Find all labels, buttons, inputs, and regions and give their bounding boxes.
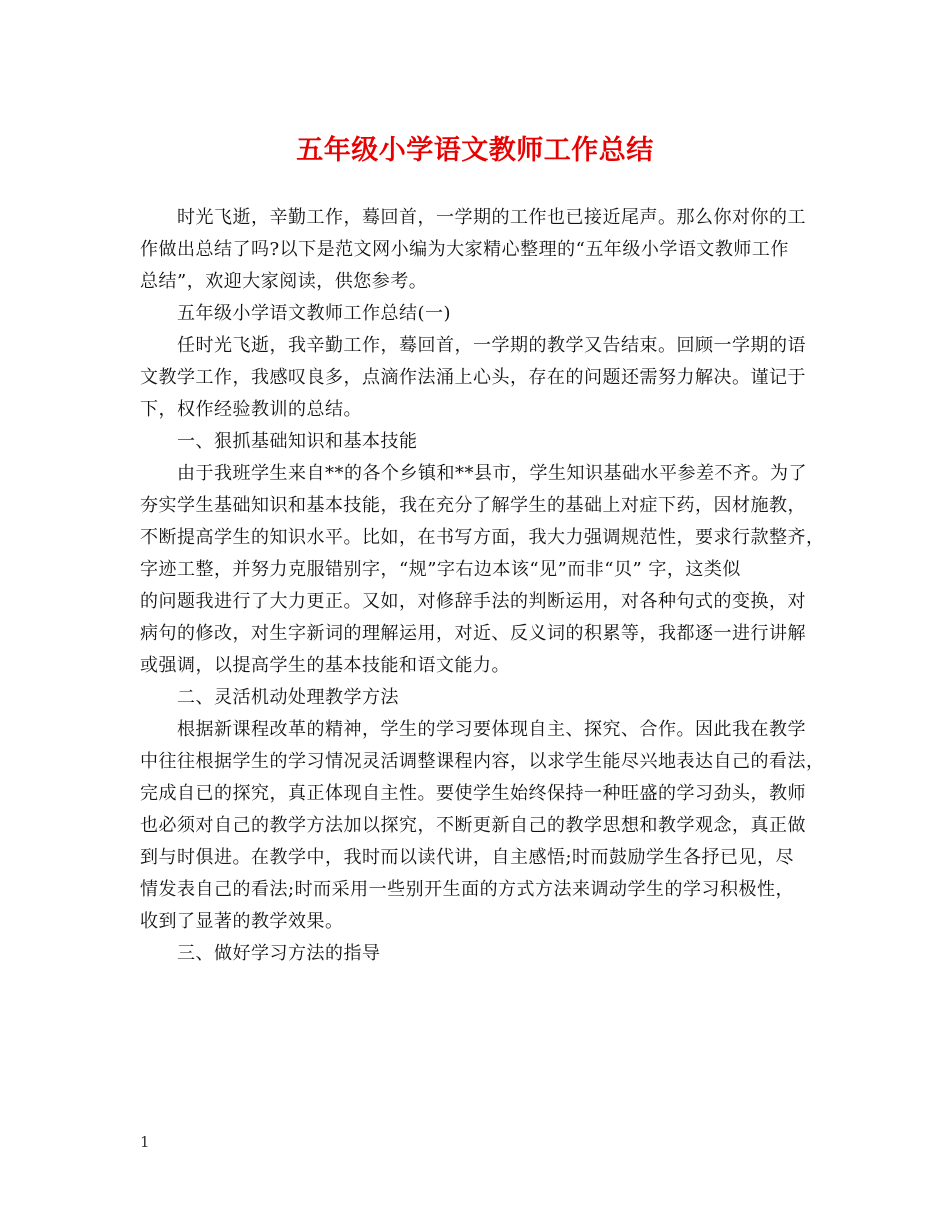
text-line: 作做出总结了吗?以下是范文网小编为大家精心整理的“五年级小学语文教师工作 — [140, 239, 789, 260]
text-line: 中往往根据学生的学习情况灵活调整课程内容，以求学生能尽兴地表达自己的看法， — [140, 751, 825, 772]
text-line: 也必须对自己的教学方法加以探究，不断更新自己的教学思想和教学观念，真正做 — [140, 815, 806, 836]
text-line: 根据新课程改革的精神，学生的学习要体现自主、探究、合作。因此我在教学 — [177, 719, 806, 740]
document-title: 五年级小学语文教师工作总结 — [296, 135, 654, 166]
text-line: 时光飞逝，辛勤工作，蓦回首，一学期的工作也已接近尾声。那么你对你的工 — [177, 207, 806, 228]
text-line: 一、狠抓基础知识和基本技能 — [177, 431, 418, 452]
text-line: 或强调，以提高学生的基本技能和语文能力。 — [140, 655, 510, 676]
text-line: 不断提高学生的知识水平。比如，在书写方面，我大力强调规范性，要求行款整齐， — [140, 527, 825, 548]
text-line: 五年级小学语文教师工作总结(一) — [177, 303, 452, 324]
text-line: 情发表自己的看法;时而采用一些别开生面的方式方法来调动学生的学习积极性， — [140, 879, 795, 900]
text-line: 字迹工整，并努力克服错别字，“规”字右边本该“见”而非“贝” 字，这类似 — [140, 559, 741, 580]
text-line: 完成自已的探究，真正体现自主性。要使学生始终保持一种旺盛的学习劲头，教师 — [140, 783, 806, 804]
text-line: 收到了显著的教学效果。 — [140, 911, 344, 932]
text-line: 三、做好学习方法的指导 — [177, 943, 381, 964]
document-body — [140, 202, 825, 970]
text-line: 到与时俱进。在教学中，我时而以读代讲，自主感悟;时而鼓励学生各抒已见，尽 — [140, 847, 795, 868]
text-line: 病句的修改，对生字新词的理解运用，对近、反义词的积累等，我都逐一进行讲解 — [140, 623, 806, 644]
text-line: 夯实学生基础知识和基本技能，我在充分了解学生的基础上对症下药，因材施教， — [140, 495, 806, 516]
page-number: 1 — [140, 1133, 150, 1151]
text-line: 的问题我进行了大力更正。又如，对修辞手法的判断运用，对各种句式的变换，对 — [140, 591, 806, 612]
text-line: 任时光飞逝，我辛勤工作，蓦回首，一学期的教学又告结束。回顾一学期的语 — [177, 335, 806, 356]
text-line: 总结”，欢迎大家阅读，供您参考。 — [140, 271, 428, 292]
text-line: 由于我班学生来自**的各个乡镇和**县市，学生知识基础水平参差不齐。为了 — [177, 463, 807, 484]
text-line: 二、灵活机动处理教学方法 — [177, 687, 399, 708]
text-line: 文教学工作，我感叹良多，点滴作法涌上心头，存在的问题还需努力解决。谨记于 — [140, 367, 806, 388]
text-line: 下，权作经验教训的总结。 — [140, 399, 362, 420]
